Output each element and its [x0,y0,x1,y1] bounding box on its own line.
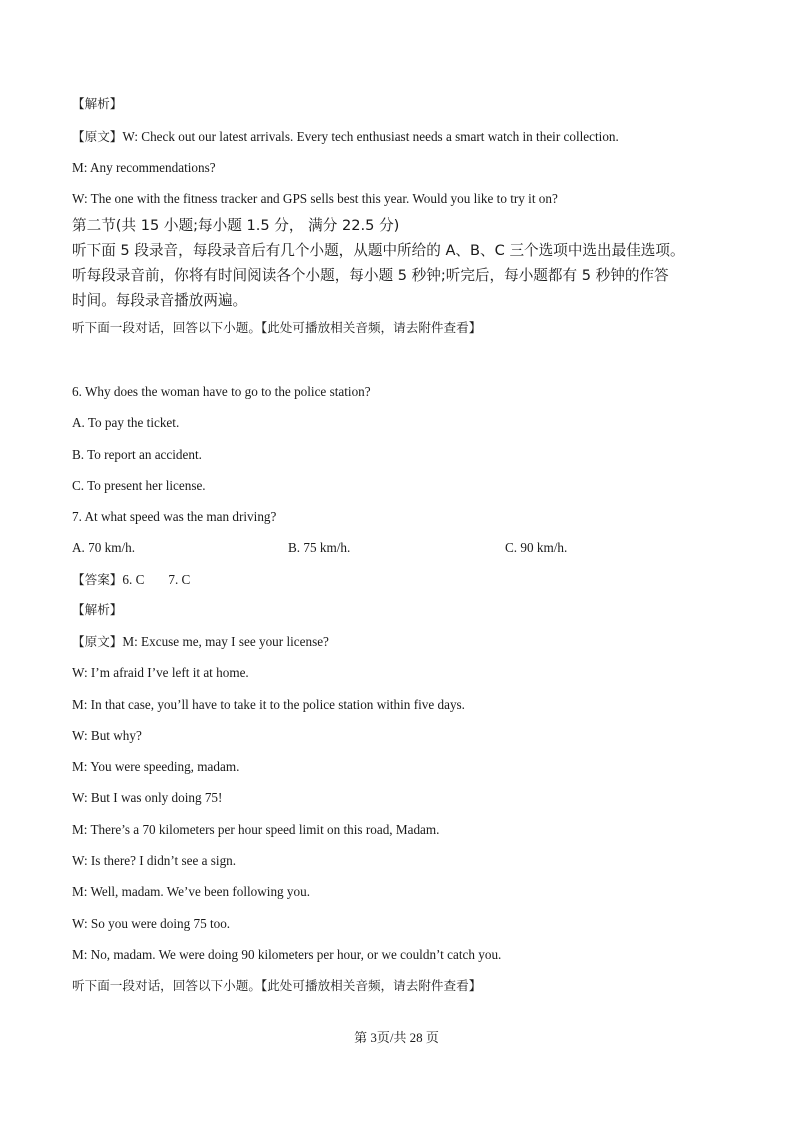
dialogue-line: M: No, madam. We were doing 90 kilometers per hour, or we couldn’t catch you. [72,947,502,962]
original-line [72,129,619,145]
original-line [72,634,329,650]
dialogue-line: W: Is there? I didn’t see a sign. [72,853,237,868]
original-tag: 【原文】 [72,129,123,144]
instruction-line: 听每段录音前，你将有时间阅读各个小题，每小题 5 秒钟;听完后，每小题都有 5 秒钟的作答 [72,267,669,284]
instruction-line: 听下面 5 段录音，每段录音后有几个小题，从题中所给的 A、B、C 三个选项中选出最佳选项。 [72,242,685,259]
dialogue-text: M: Excuse me, may I see your license? [122,634,329,649]
dialogue-line: M: In that case, you’ll have to take it to the police station within five days. [72,697,465,712]
question-6-stem: 6. Why does the woman have to go to the police station? [72,384,371,399]
listen-note: 听下面一段对话，回答以下小题。【此处可播放相关音频，请去附件查看】 [72,320,482,335]
original-tag: 【原文】 [72,634,123,649]
page-number: 第 3页/共 28 页 [354,1030,439,1045]
dialogue-line: M: You were speeding, madam. [72,759,240,774]
listen-note: 听下面一段对话，回答以下小题。【此处可播放相关音频，请去附件查看】 [72,978,482,993]
answer-7: 7. C [168,572,191,587]
dialogue-line: M: Well, madam. We’ve been following you. [72,884,311,899]
question-6-option-a: A. To pay the ticket. [72,415,180,430]
dialogue-text: W: Check out our latest arrivals. Every tech enthusiast needs a smart watch in their collection. [122,129,619,144]
dialogue-line: W: I’m afraid I’ve left it at home. [72,665,249,680]
instruction-line: 时间。每段录音播放两遍。 [72,292,248,309]
question-6-option-b: B. To report an accident. [72,447,202,462]
answer-line [72,572,190,588]
answer-6: 6. C [122,572,145,587]
dialogue-line: W: So you were doing 75 too. [72,916,231,931]
question-6-option-c: C. To present her license. [72,478,206,493]
question-7-option-b: B. 75 km/h. [288,540,351,555]
dialogue-line: W: But I was only doing 75! [72,790,223,805]
analysis-tag: 【解析】 [72,602,123,617]
dialogue-line: M: Any recommendations? [72,160,216,175]
dialogue-line: W: The one with the fitness tracker and GPS sells best this year. Would you like to try it on? [72,191,558,206]
dialogue-line: M: There’s a 70 kilometers per hour speed limit on this road, Madam. [72,822,440,837]
section-title: 第二节(共 15 小题;每小题 1.5 分， 满分 22.5 分) [72,217,400,234]
dialogue-line: W: But why? [72,728,142,743]
analysis-tag: 【解析】 [72,96,123,111]
question-7-option-a: A. 70 km/h. [72,540,136,555]
question-7-stem: 7. At what speed was the man driving? [72,509,277,524]
answer-tag: 【答案】 [72,572,123,587]
question-7-option-c: C. 90 km/h. [505,540,568,555]
